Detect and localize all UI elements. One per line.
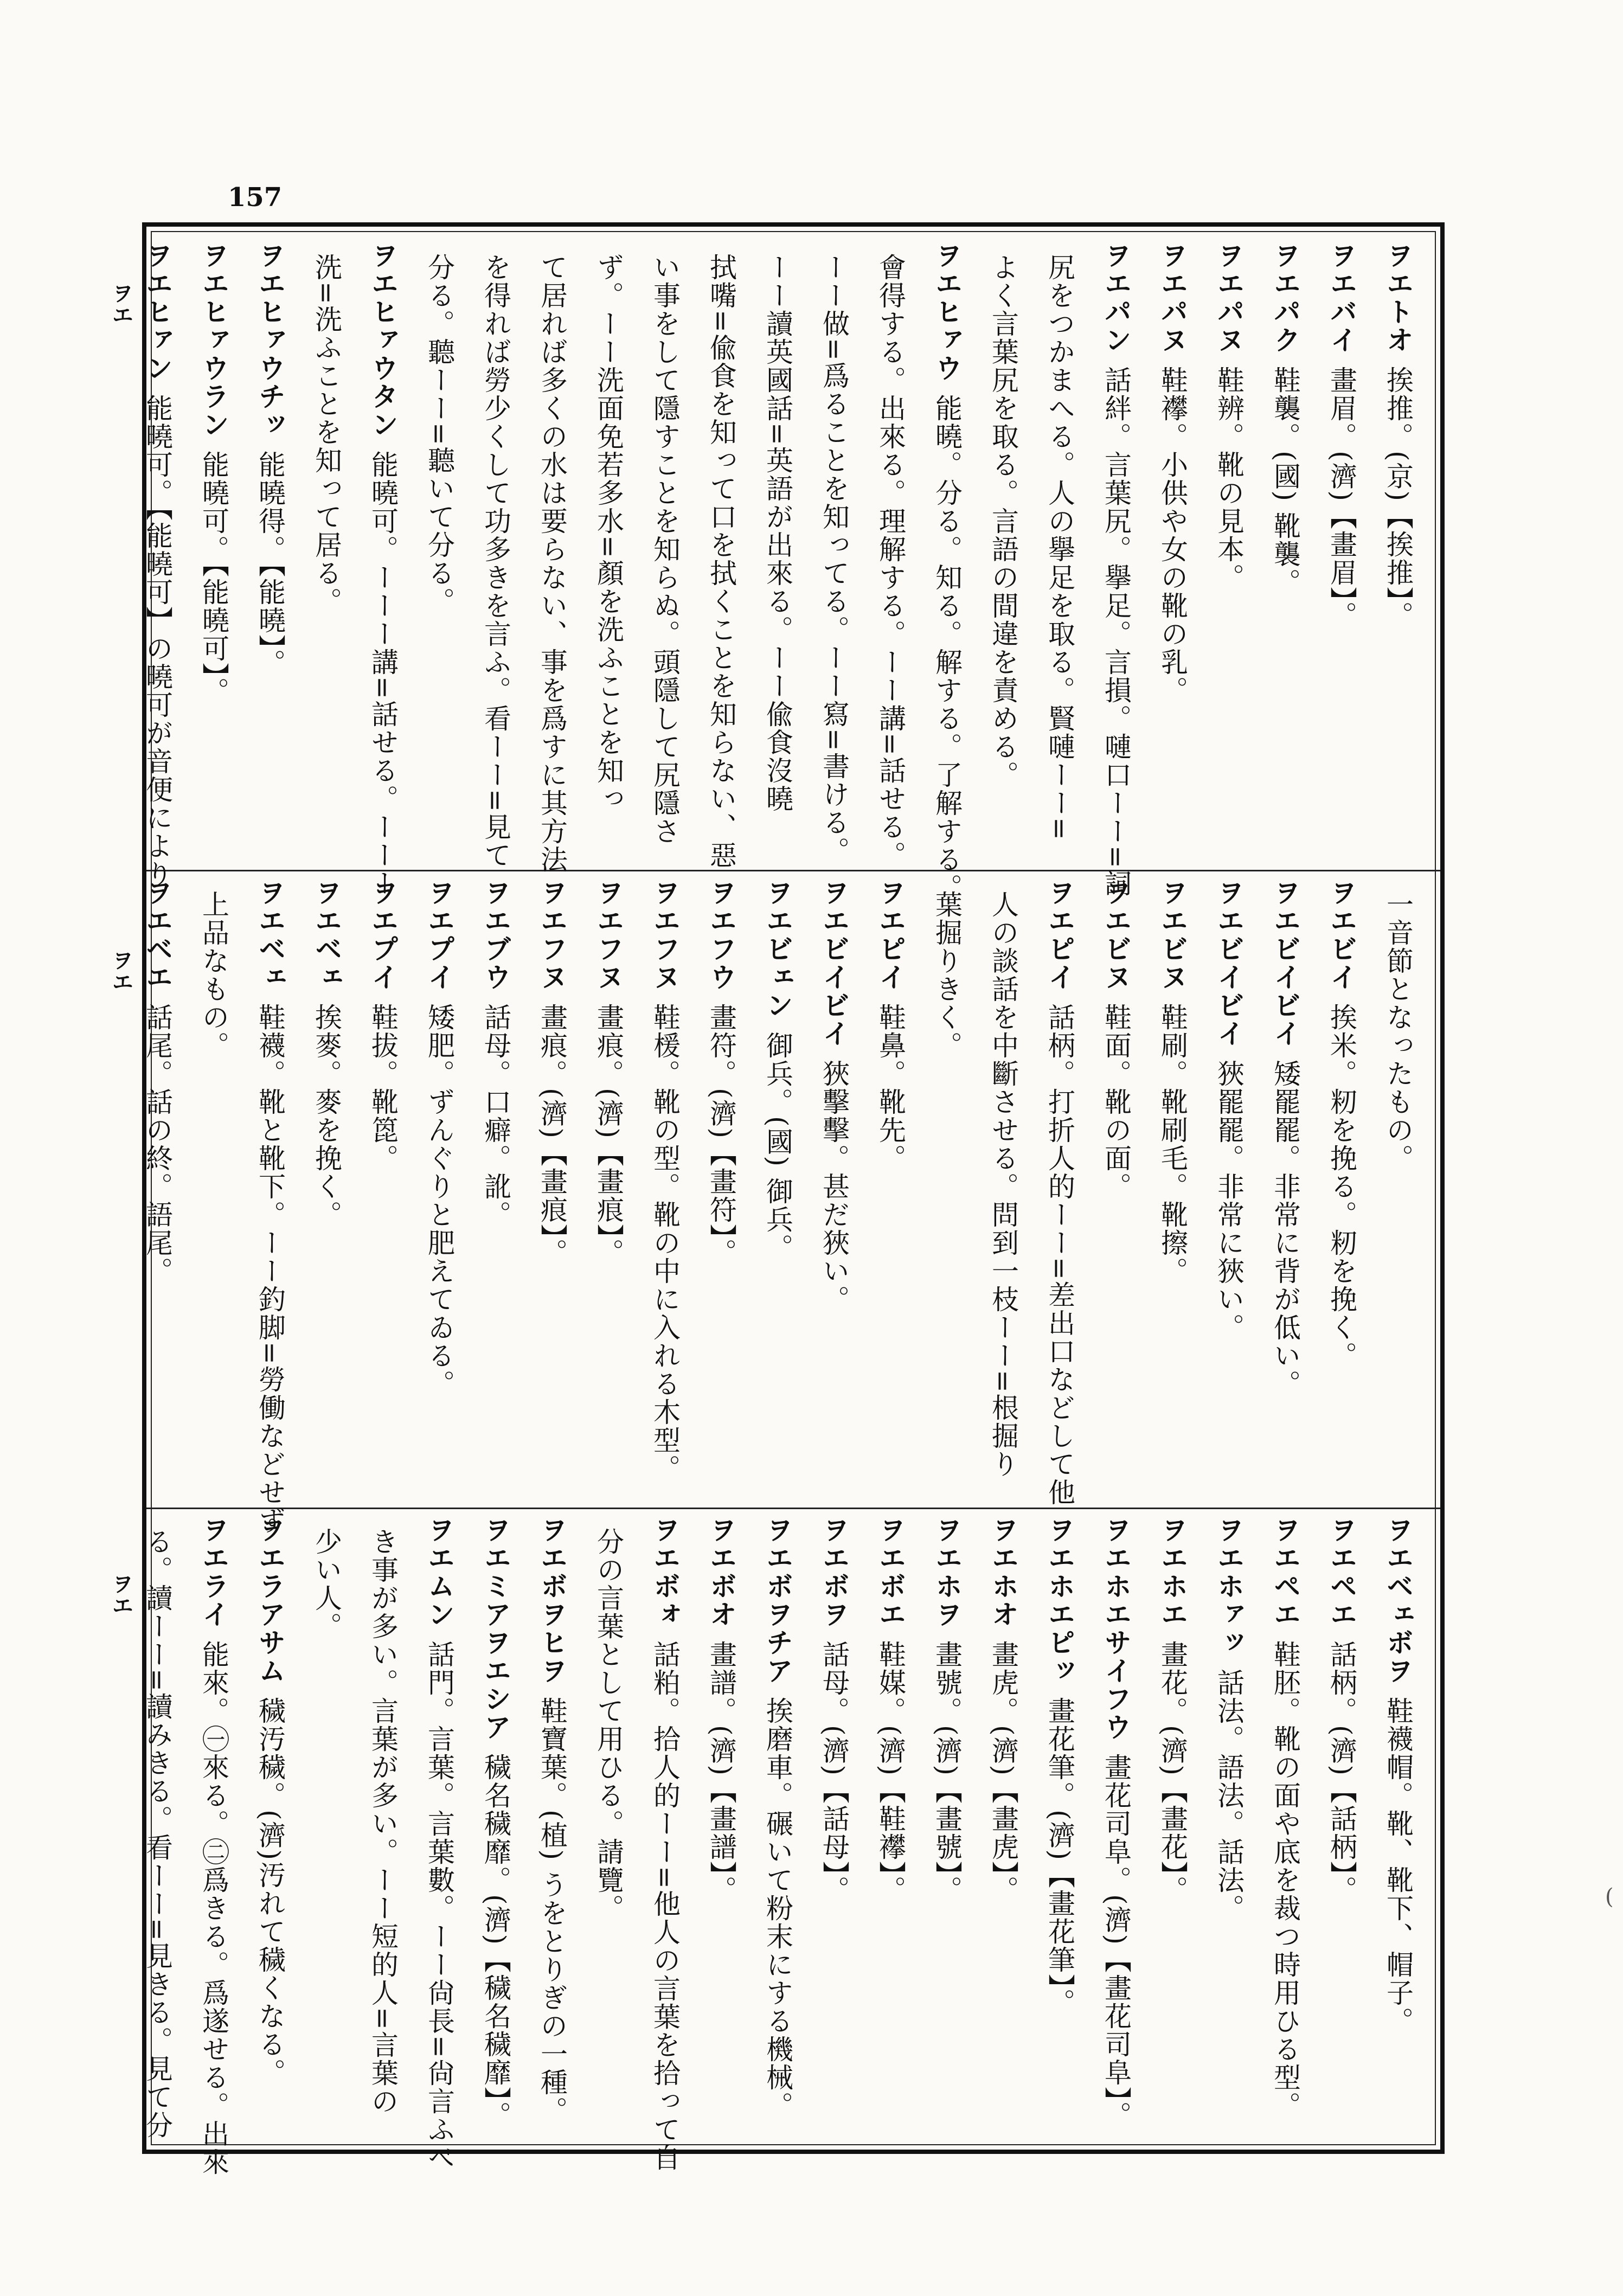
entry-definition: 畫譜。(濟)【畫譜】。 (705, 1640, 737, 1904)
entry-definition: 話絆。言葉尻。擧足。言損。嗹口ーー=詞 (1100, 366, 1132, 897)
dictionary-entry (749, 878, 806, 1502)
dictionary-entry (637, 1516, 693, 2172)
entry-headword: ヲエボヲヒヲ (536, 1516, 568, 1685)
dictionary-entry (185, 878, 242, 1502)
dictionary-entry (919, 241, 975, 902)
entry-headword: ヲエホエ (1157, 1516, 1188, 1628)
side-label: ヲエ (108, 949, 133, 992)
entry-headword: ヲエボヲチア (762, 1516, 793, 1685)
entry-definition: 鞋襪。靴と靴下。ーー釣脚=勞働などせず (254, 1003, 286, 1535)
entry-definition: 御兵。(國) 御兵。 (762, 1031, 793, 1262)
entry-headword: ヲエベェ (311, 878, 342, 991)
entry-definition: 尻をつかまへる。人の擧足を取る。賢嗹ーー= (1044, 253, 1075, 841)
entry-definition: 鞋襲。(國) 靴襲。 (1269, 366, 1301, 597)
entry-definition: 話柄。(濟)【話柄】。 (1326, 1640, 1357, 1904)
entry-definition: 穢汚穢。(濟)汚れて穢くなる。 (254, 1697, 286, 2087)
entry-headword: ヲエホエピッ (1044, 1516, 1075, 1685)
section-divider (146, 1508, 1440, 1509)
dictionary-entry (975, 878, 1031, 1502)
dictionary-entry (298, 241, 355, 865)
dictionary-entry (806, 878, 862, 1502)
dictionary-entry (1088, 1516, 1144, 2139)
dictionary-entry (355, 1516, 411, 2139)
entry-definition: 話法。語法。話法。 (1213, 1669, 1244, 1922)
entry-headword: ヲエホエサイフウ (1100, 1516, 1132, 1741)
entry-definition: 話尾。話の終。語尾。 (142, 1003, 173, 1285)
entry-headword: ヲエヒァウチッ (254, 241, 286, 439)
entry-definition: き事が多い。言葉が多い。ーー短的人=言葉の (367, 1528, 399, 2115)
entry-definition: 畫號。(濟)【畫號】。 (931, 1640, 963, 1904)
entry-definition: 能曉可。【能曉可】の曉可が音便により (142, 394, 173, 888)
dictionary-entry (242, 878, 298, 1535)
dictionary-section-1 (142, 241, 1426, 902)
entry-definition: 鞋寶葉。(植) うをとりぎの一種。 (536, 1697, 568, 2125)
entry-headword: ヲエビイ (1326, 878, 1357, 991)
dictionary-entry (1088, 241, 1144, 897)
entry-definition: 能曉。分る。知る。解する。了解する。 (931, 394, 963, 902)
dictionary-entry (411, 878, 467, 1502)
dictionary-section-3 (142, 1516, 1426, 2176)
entry-headword: ヲエフヌ (649, 878, 681, 991)
entry-definition: い事をして隱すことを知らぬ。頭隱して尻隱さ (649, 253, 681, 845)
entry-definition: 能來。㊀來る。㊁爲きる。爲遂せる。出來 (198, 1640, 229, 2176)
entry-headword: ヲエバイ (1326, 241, 1357, 354)
dictionary-entry (693, 878, 749, 1502)
dictionary-entry (1257, 1516, 1313, 2139)
dictionary-entry (1370, 1516, 1426, 2139)
dictionary-entry (524, 241, 580, 874)
entry-definition: 分の言葉として用ひる。請覽。 (593, 1528, 624, 1922)
entry-headword: ヲエボエ (875, 1516, 906, 1628)
entry-headword: ヲエビイビイ (1269, 878, 1301, 1048)
entry-definition: ーー讀英國話=英語が出來る。ーー偸食沒曉 (762, 253, 793, 813)
entry-definition: 畫符。(濟)【畫符】。 (705, 1003, 737, 1267)
dictionary-entry (1313, 241, 1370, 865)
entry-headword: ヲエベエ (142, 878, 173, 991)
dictionary-entry (749, 1516, 806, 2139)
dictionary-entry (919, 878, 975, 1502)
entry-definition: 拭嘴=偸食を知って口を拭くことを知らない、惡 (705, 253, 737, 869)
entry-definition: て居れば多くの水は要らない、事を爲すに其方法 (536, 253, 568, 874)
dictionary-entry (1313, 878, 1370, 1502)
entry-headword: ヲエフヌ (593, 878, 624, 991)
entry-headword: ヲエプイ (424, 878, 455, 991)
entry-definition: 鞋媒。(濟)【鞋襻】。 (875, 1640, 906, 1904)
entry-definition: よく言葉尻を取る。言語の間違を責める。 (987, 253, 1019, 789)
entry-definition: 挨米。籾を挽る。籾を挽く。 (1326, 1003, 1357, 1370)
entry-definition: 話粕。拾人的ーー=他人の言葉を拾って自 (649, 1640, 681, 2172)
entry-headword: ヲエベェボヲ (1382, 1516, 1414, 1685)
entry-definition: 畫花司阜。(濟)【畫花司阜】。 (1100, 1753, 1132, 2130)
entry-headword: ヲエブウ (480, 878, 511, 991)
entry-headword: ヲエヒァン (142, 241, 173, 382)
dictionary-entry (185, 241, 242, 865)
side-label: ヲエ (108, 282, 133, 325)
entry-headword: ヲエピイ (1044, 878, 1075, 991)
dictionary-entry (580, 241, 637, 865)
dictionary-entry (298, 878, 355, 1502)
section-divider (146, 870, 1440, 871)
dictionary-entry (1370, 878, 1426, 1502)
entry-headword: ヲエパン (1100, 241, 1132, 354)
entry-definition: 狹擊擊。甚だ狹い。 (818, 1060, 850, 1313)
entry-definition: を得れば勞少くして功多きを言ふ。看ーー=見て (480, 253, 511, 869)
entry-definition: ず。ーー洗面免若多水=顏を洗ふことを知っ (593, 253, 624, 813)
entry-headword: ヲエムン (424, 1516, 455, 1628)
entry-definition: 鞋刷。靴刷毛。靴擦。 (1157, 1003, 1188, 1285)
entry-definition: 少い人。 (311, 1528, 342, 1640)
entry-headword: ヲエパヌ (1157, 241, 1188, 354)
entry-headword: ヲエビイビイ (818, 878, 850, 1048)
dictionary-entry (242, 1516, 298, 2139)
margin-mark: ( (1605, 1884, 1614, 1909)
dictionary-entry (411, 241, 467, 865)
dictionary-entry (919, 1516, 975, 2139)
dictionary-entry (749, 241, 806, 865)
entry-definition: 挨磨車。碾いて粉末にする機械。 (762, 1697, 793, 2120)
entry-headword: ヲエフヌ (536, 878, 568, 991)
entry-definition: 矮肥。ずんぐりと肥えてゐる。 (424, 1003, 455, 1398)
dictionary-entry (129, 878, 185, 1502)
entry-definition: る。讀ーー=讀みきる。看ーー=見きる。見て分 (142, 1528, 173, 2139)
dictionary-entry (467, 1516, 524, 2139)
entry-headword: ヲエフウ (705, 878, 737, 991)
entry-headword: ヲエヒァウラン (198, 241, 229, 439)
entry-definition: 上品なもの。 (198, 890, 229, 1060)
entry-headword: ヲエボオ (705, 1516, 737, 1628)
dictionary-entry (1257, 241, 1313, 865)
entry-definition: 話母。(濟)【話母】。 (818, 1640, 850, 1904)
dictionary-entry (524, 1516, 580, 2139)
entry-definition: 話門。言葉。言葉數。ーー尙長=尙言ふべ (424, 1640, 455, 2172)
page-number: 157 (228, 182, 283, 213)
dictionary-entry (580, 878, 637, 1502)
entry-definition: 挨推。(京)【挨推】。 (1382, 366, 1414, 630)
entry-headword: ヲエホァッ (1213, 1516, 1244, 1657)
entry-definition: 鞋襻。小供や女の靴の乳。 (1157, 366, 1188, 704)
entry-definition: 畫花。(濟)【畫花】。 (1157, 1640, 1188, 1904)
entry-definition: 穢名穢靡。(濟)【穢名穢靡】。 (480, 1753, 511, 2130)
dictionary-entry (806, 1516, 862, 2139)
entry-headword: ヲエビェン (762, 878, 793, 1019)
entry-definition: 話母。口癖。訛。 (480, 1003, 511, 1229)
dictionary-entry (862, 878, 919, 1502)
entry-headword: ヲエビイビイ (1213, 878, 1244, 1048)
entry-headword: ヲエビヌ (1100, 878, 1132, 991)
entry-headword: ヲエヒァウ (931, 241, 963, 382)
entry-definition: 畫痕。(濟)【畫痕】。 (536, 1003, 568, 1267)
dictionary-entry (1313, 1516, 1370, 2139)
dictionary-entry (637, 241, 693, 865)
entry-headword: ヲエビヌ (1157, 878, 1188, 991)
entry-headword: ヲエペエ (1269, 1516, 1301, 1628)
entry-definition: 鞋胚。靴の面や底を裁つ時用ひる型。 (1269, 1640, 1301, 2120)
entry-definition: 挨麥。麥を挽く。 (311, 1003, 342, 1229)
entry-definition: 話柄。打折人的ーー=差出口などして他 (1044, 1003, 1075, 1506)
dictionary-entry (1257, 878, 1313, 1502)
entry-headword: ヲエホオ (987, 1516, 1019, 1628)
entry-headword: ヲエパヌ (1213, 241, 1244, 354)
dictionary-entry (1201, 878, 1257, 1502)
dictionary-entry (580, 1516, 637, 2139)
entry-headword: ヲエペエ (1326, 1516, 1357, 1628)
entry-headword: ヲエトオ (1382, 241, 1414, 354)
entry-headword: ヲエラアサム (254, 1516, 286, 1685)
entry-definition: 畫眉。(濟)【畫眉】。 (1326, 366, 1357, 630)
entry-definition: 能曉可。ーーー講=話せる。ーーー (367, 451, 399, 897)
dictionary-entry (1144, 241, 1201, 865)
entry-definition: ーー做=爲ることを知ってる。ーー寫=書ける。 (818, 253, 850, 865)
entry-definition: 畫虎。(濟)【畫虎】。 (987, 1640, 1019, 1904)
dictionary-entry (1370, 241, 1426, 865)
dictionary-entry (975, 1516, 1031, 2139)
dictionary-entry (862, 1516, 919, 2139)
entry-definition: 鞋襪帽。靴、靴下、帽子。 (1382, 1697, 1414, 2035)
dictionary-entry (1031, 241, 1088, 865)
dictionary-entry (862, 241, 919, 869)
dictionary-entry (129, 1516, 185, 2139)
entry-definition: 鞋鼻。靴先。 (875, 1003, 906, 1172)
dictionary-entry (1031, 878, 1088, 1506)
entry-definition: 一音節となったもの。 (1382, 890, 1414, 1172)
dictionary-entry (185, 1516, 242, 2176)
entry-definition: 畫痕。(濟)【畫痕】。 (593, 1003, 624, 1267)
entry-definition: 洗=洗ふことを知って居る。 (311, 253, 342, 615)
entry-definition: 畫花筆。(濟)【畫花筆】。 (1044, 1697, 1075, 2017)
dictionary-entry (693, 1516, 749, 2139)
entry-definition: 鞋面。靴の面。 (1100, 1003, 1132, 1201)
dictionary-entry (411, 1516, 467, 2172)
entry-definition: 鞋楥。靴の型。靴の中に入れる木型。 (649, 1003, 681, 1483)
dictionary-entry (1144, 878, 1201, 1502)
dictionary-entry (806, 241, 862, 865)
entry-headword: ヲエベェ (254, 878, 286, 991)
entry-headword: ヲエホヲ (931, 1516, 963, 1628)
entry-headword: ヲエミアヲエシア (480, 1516, 511, 1741)
entry-definition: 分る。聽ーー=聽いて分る。 (424, 253, 455, 615)
dictionary-entry (298, 1516, 355, 2139)
entry-definition: 狹罷罷。非常に狹い。 (1213, 1060, 1244, 1342)
entry-definition: 能曉得。【能曉】。 (254, 451, 286, 677)
entry-headword: ヲエパク (1269, 241, 1301, 354)
entry-definition: 葉掘りきく。 (931, 890, 963, 1060)
dictionary-entry (1031, 1516, 1088, 2139)
entry-headword: ヲエピイ (875, 878, 906, 991)
entry-headword: ヲエプイ (367, 878, 399, 991)
dictionary-entry (129, 241, 185, 888)
side-label: ヲエ (108, 1573, 133, 1616)
dictionary-entry (524, 878, 580, 1502)
entry-headword: ヲエボヲ (818, 1516, 850, 1628)
dictionary-entry (1088, 878, 1144, 1502)
entry-definition: 鞋拔。靴箆。 (367, 1003, 399, 1172)
entry-definition: 鞋辨。靴の見本。 (1213, 366, 1244, 592)
dictionary-entry (637, 878, 693, 1502)
entry-definition: 矮罷罷。非常に背が低い。 (1269, 1060, 1301, 1398)
dictionary-entry (975, 241, 1031, 865)
dictionary-entry (467, 878, 524, 1502)
dictionary-entry (467, 241, 524, 869)
entry-headword: ヲエヒァウタン (367, 241, 399, 439)
dictionary-section-2 (142, 878, 1426, 1535)
dictionary-entry (355, 241, 411, 897)
dictionary-entry (242, 241, 298, 865)
dictionary-entry (1201, 241, 1257, 865)
dictionary-entry (1201, 1516, 1257, 2139)
dictionary-entry (355, 878, 411, 1502)
entry-headword: ヲエボォ (649, 1516, 681, 1628)
entry-headword: ヲエライ (198, 1516, 229, 1628)
entry-definition: 人の談話を中斷させる。問到一枝ーー=根掘り (987, 890, 1019, 1478)
dictionary-entry (693, 241, 749, 869)
entry-definition: 會得する。出來る。理解する。ーー講=話せる。 (875, 253, 906, 869)
dictionary-entry (1144, 1516, 1201, 2139)
entry-definition: 能曉可。【能曉可】。 (198, 451, 229, 706)
